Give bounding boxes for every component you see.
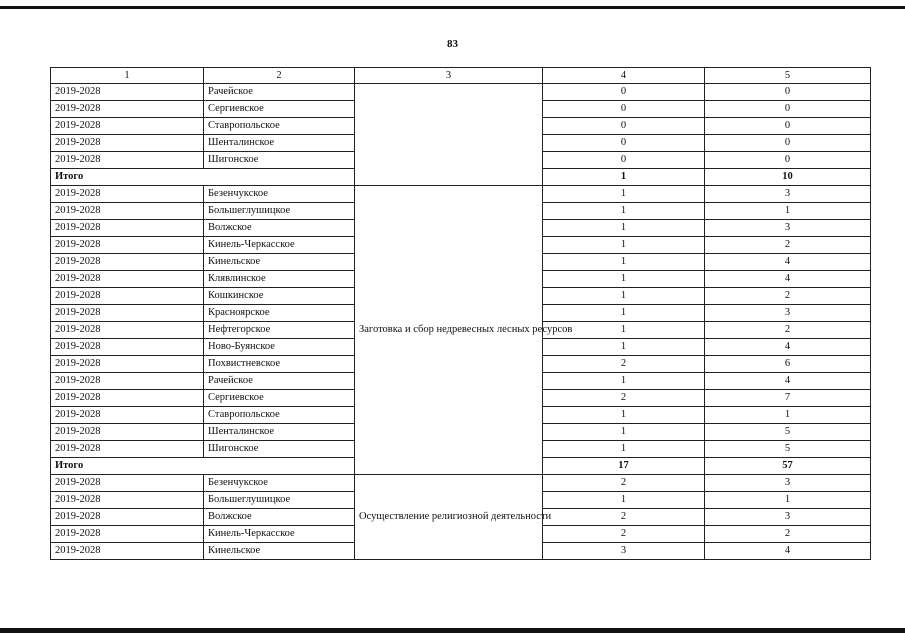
district-cell: Кинельское bbox=[204, 543, 355, 560]
value-cell: 1 bbox=[705, 203, 871, 220]
district-cell: Нефтегорское bbox=[204, 322, 355, 339]
value-cell: 4 bbox=[705, 543, 871, 560]
total-label: Итого bbox=[51, 458, 355, 475]
activity-cell: Заготовка и сбор недревесных лесных ресурсов bbox=[355, 186, 543, 475]
value-cell: 0 bbox=[705, 152, 871, 169]
district-cell: Рачейское bbox=[204, 373, 355, 390]
value-cell: 0 bbox=[705, 118, 871, 135]
period-cell: 2019-2028 bbox=[51, 288, 204, 305]
total-value: 17 bbox=[543, 458, 705, 475]
district-cell: Похвистневское bbox=[204, 356, 355, 373]
header-cell: 4 bbox=[543, 68, 705, 84]
period-cell: 2019-2028 bbox=[51, 475, 204, 492]
value-cell: 1 bbox=[543, 339, 705, 356]
district-cell: Безенчукское bbox=[204, 475, 355, 492]
period-cell: 2019-2028 bbox=[51, 526, 204, 543]
total-label: Итого bbox=[51, 169, 355, 186]
table-body bbox=[51, 84, 871, 560]
value-cell: 0 bbox=[543, 84, 705, 101]
table-row bbox=[51, 475, 871, 492]
header-cell: 3 bbox=[355, 68, 543, 84]
period-cell: 2019-2028 bbox=[51, 407, 204, 424]
period-cell: 2019-2028 bbox=[51, 135, 204, 152]
value-cell: 1 bbox=[543, 186, 705, 203]
value-cell: 1 bbox=[543, 220, 705, 237]
value-cell: 3 bbox=[705, 305, 871, 322]
data-table bbox=[50, 67, 871, 560]
period-cell: 2019-2028 bbox=[51, 237, 204, 254]
value-cell: 2 bbox=[543, 356, 705, 373]
period-cell: 2019-2028 bbox=[51, 509, 204, 526]
value-cell: 1 bbox=[543, 373, 705, 390]
value-cell: 2 bbox=[543, 475, 705, 492]
period-cell: 2019-2028 bbox=[51, 152, 204, 169]
district-cell: Сергиевское bbox=[204, 390, 355, 407]
value-cell: 1 bbox=[543, 492, 705, 509]
value-cell: 1 bbox=[543, 424, 705, 441]
period-cell: 2019-2028 bbox=[51, 186, 204, 203]
period-cell: 2019-2028 bbox=[51, 101, 204, 118]
value-cell: 0 bbox=[705, 101, 871, 118]
bottom-rule bbox=[0, 628, 905, 633]
value-cell: 1 bbox=[543, 305, 705, 322]
header-cell: 1 bbox=[51, 68, 204, 84]
period-cell: 2019-2028 bbox=[51, 339, 204, 356]
period-cell: 2019-2028 bbox=[51, 271, 204, 288]
value-cell: 2 bbox=[543, 526, 705, 543]
value-cell: 3 bbox=[543, 543, 705, 560]
value-cell: 1 bbox=[543, 407, 705, 424]
value-cell: 2 bbox=[705, 322, 871, 339]
period-cell: 2019-2028 bbox=[51, 254, 204, 271]
period-cell: 2019-2028 bbox=[51, 322, 204, 339]
value-cell: 1 bbox=[543, 322, 705, 339]
value-cell: 3 bbox=[705, 186, 871, 203]
period-cell: 2019-2028 bbox=[51, 118, 204, 135]
district-cell: Красноярское bbox=[204, 305, 355, 322]
value-cell: 3 bbox=[705, 220, 871, 237]
value-cell: 4 bbox=[705, 339, 871, 356]
period-cell: 2019-2028 bbox=[51, 441, 204, 458]
value-cell: 0 bbox=[705, 135, 871, 152]
district-cell: Кошкинское bbox=[204, 288, 355, 305]
district-cell: Шигонское bbox=[204, 152, 355, 169]
value-cell: 1 bbox=[543, 254, 705, 271]
district-cell: Волжское bbox=[204, 220, 355, 237]
period-cell: 2019-2028 bbox=[51, 424, 204, 441]
period-cell: 2019-2028 bbox=[51, 492, 204, 509]
top-rule bbox=[0, 6, 905, 9]
period-cell: 2019-2028 bbox=[51, 390, 204, 407]
value-cell: 2 bbox=[705, 237, 871, 254]
district-cell: Кинельское bbox=[204, 254, 355, 271]
activity-cell bbox=[355, 84, 543, 186]
period-cell: 2019-2028 bbox=[51, 305, 204, 322]
district-cell: Клявлинское bbox=[204, 271, 355, 288]
value-cell: 1 bbox=[543, 237, 705, 254]
district-cell: Безенчукское bbox=[204, 186, 355, 203]
total-value: 1 bbox=[543, 169, 705, 186]
district-cell: Шенталинское bbox=[204, 135, 355, 152]
value-cell: 4 bbox=[705, 271, 871, 288]
value-cell: 4 bbox=[705, 254, 871, 271]
value-cell: 1 bbox=[705, 407, 871, 424]
value-cell: 7 bbox=[705, 390, 871, 407]
district-cell: Шенталинское bbox=[204, 424, 355, 441]
period-cell: 2019-2028 bbox=[51, 203, 204, 220]
district-cell: Кинель-Черкасское bbox=[204, 526, 355, 543]
table-row bbox=[51, 84, 871, 101]
value-cell: 1 bbox=[543, 203, 705, 220]
value-cell: 2 bbox=[543, 509, 705, 526]
value-cell: 5 bbox=[705, 441, 871, 458]
table-row bbox=[51, 186, 871, 203]
value-cell: 1 bbox=[543, 288, 705, 305]
value-cell: 0 bbox=[543, 152, 705, 169]
district-cell: Ново-Буянское bbox=[204, 339, 355, 356]
header-cell: 5 bbox=[705, 68, 871, 84]
value-cell: 3 bbox=[705, 475, 871, 492]
header-row bbox=[51, 68, 871, 84]
district-cell: Волжское bbox=[204, 509, 355, 526]
district-cell: Сергиевское bbox=[204, 101, 355, 118]
value-cell: 1 bbox=[543, 271, 705, 288]
value-cell: 5 bbox=[705, 424, 871, 441]
value-cell: 0 bbox=[543, 135, 705, 152]
value-cell: 0 bbox=[543, 101, 705, 118]
page-number: 83 bbox=[447, 38, 458, 50]
header-cell: 2 bbox=[204, 68, 355, 84]
district-cell: Большеглушицкое bbox=[204, 492, 355, 509]
activity-cell: Осуществление религиозной деятельности bbox=[355, 475, 543, 560]
district-cell: Большеглушицкое bbox=[204, 203, 355, 220]
period-cell: 2019-2028 bbox=[51, 84, 204, 101]
district-cell: Кинель-Черкасское bbox=[204, 237, 355, 254]
value-cell: 1 bbox=[705, 492, 871, 509]
value-cell: 2 bbox=[543, 390, 705, 407]
value-cell: 4 bbox=[705, 373, 871, 390]
period-cell: 2019-2028 bbox=[51, 373, 204, 390]
period-cell: 2019-2028 bbox=[51, 220, 204, 237]
period-cell: 2019-2028 bbox=[51, 543, 204, 560]
value-cell: 2 bbox=[705, 288, 871, 305]
district-cell: Шигонское bbox=[204, 441, 355, 458]
total-value: 57 bbox=[705, 458, 871, 475]
value-cell: 3 bbox=[705, 509, 871, 526]
district-cell: Ставропольское bbox=[204, 118, 355, 135]
total-value: 10 bbox=[705, 169, 871, 186]
value-cell: 0 bbox=[543, 118, 705, 135]
period-cell: 2019-2028 bbox=[51, 356, 204, 373]
value-cell: 0 bbox=[705, 84, 871, 101]
district-cell: Ставропольское bbox=[204, 407, 355, 424]
value-cell: 2 bbox=[705, 526, 871, 543]
value-cell: 6 bbox=[705, 356, 871, 373]
district-cell: Рачейское bbox=[204, 84, 355, 101]
value-cell: 1 bbox=[543, 441, 705, 458]
